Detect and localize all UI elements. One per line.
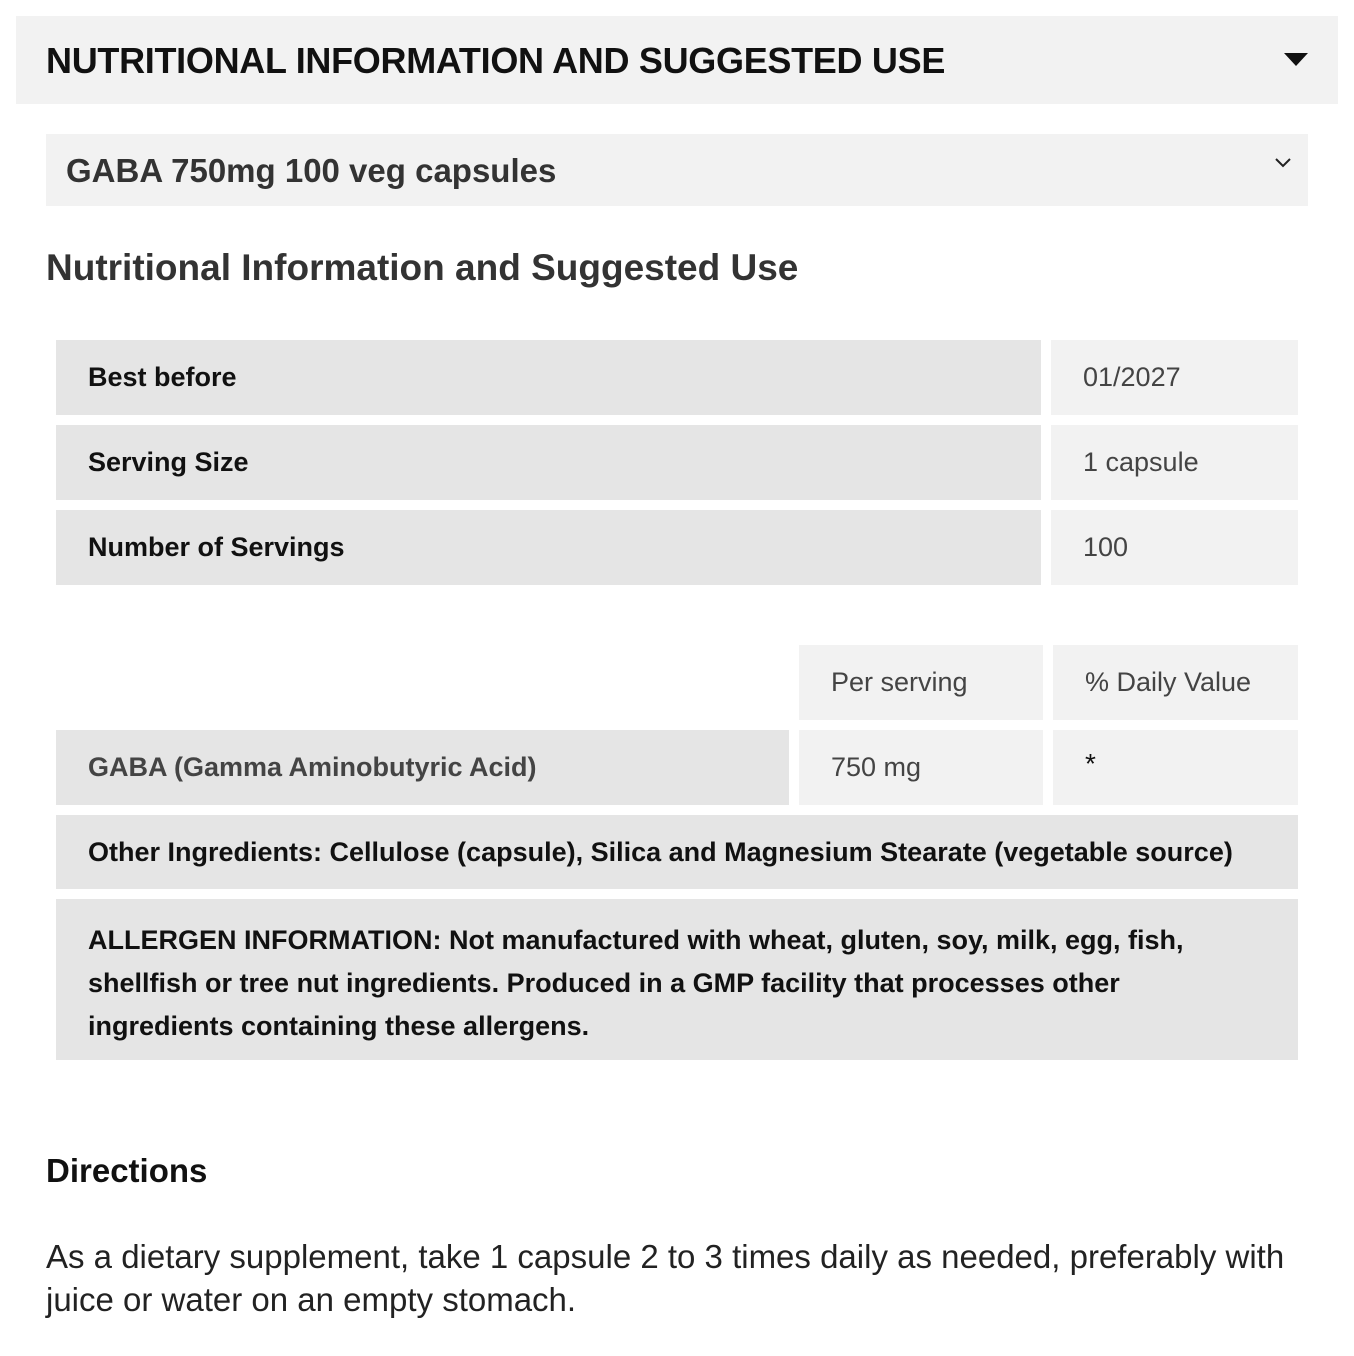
allergen-information: ALLERGEN INFORMATION: Not manufactured with wheat, gluten, soy, milk, egg, fish, shellfish or tree nut ingredients. Produced in a GMP facility that processes other ingredients containing these allergens. bbox=[56, 899, 1298, 1060]
chevron-down-icon[interactable] bbox=[1274, 154, 1292, 172]
info-value-number-of-servings: 100 bbox=[1051, 510, 1298, 585]
caret-down-icon[interactable] bbox=[1284, 53, 1308, 66]
ingredient-daily-value: * bbox=[1053, 730, 1298, 805]
info-label-best-before: Best before bbox=[56, 340, 1041, 415]
column-header-daily-value: % Daily Value bbox=[1053, 645, 1298, 720]
other-ingredients: Other Ingredients: Cellulose (capsule), Silica and Magnesium Stearate (vegetable source) bbox=[56, 815, 1298, 889]
variant-select[interactable] bbox=[46, 134, 1308, 206]
section-title: Nutritional Information and Suggested Use bbox=[46, 247, 799, 288]
ingredient-per-serving: 750 mg bbox=[799, 730, 1043, 805]
directions-text: As a dietary supplement, take 1 capsule 2 to 3 times daily as needed, preferably with juice or water on an empty stomach. bbox=[46, 1238, 1285, 1318]
accordion-header[interactable] bbox=[16, 16, 1338, 104]
accordion-title: NUTRITIONAL INFORMATION AND SUGGESTED USE bbox=[46, 40, 946, 81]
info-value-best-before: 01/2027 bbox=[1051, 340, 1298, 415]
variant-selected-label: GABA 750mg 100 veg capsules bbox=[66, 152, 557, 189]
info-value-serving-size: 1 capsule bbox=[1051, 425, 1298, 500]
info-label-serving-size: Serving Size bbox=[56, 425, 1041, 500]
ingredient-name: GABA (Gamma Aminobutyric Acid) bbox=[56, 730, 789, 805]
column-header-per-serving: Per serving bbox=[799, 645, 1043, 720]
info-label-number-of-servings: Number of Servings bbox=[56, 510, 1041, 585]
directions-title: Directions bbox=[46, 1152, 208, 1189]
